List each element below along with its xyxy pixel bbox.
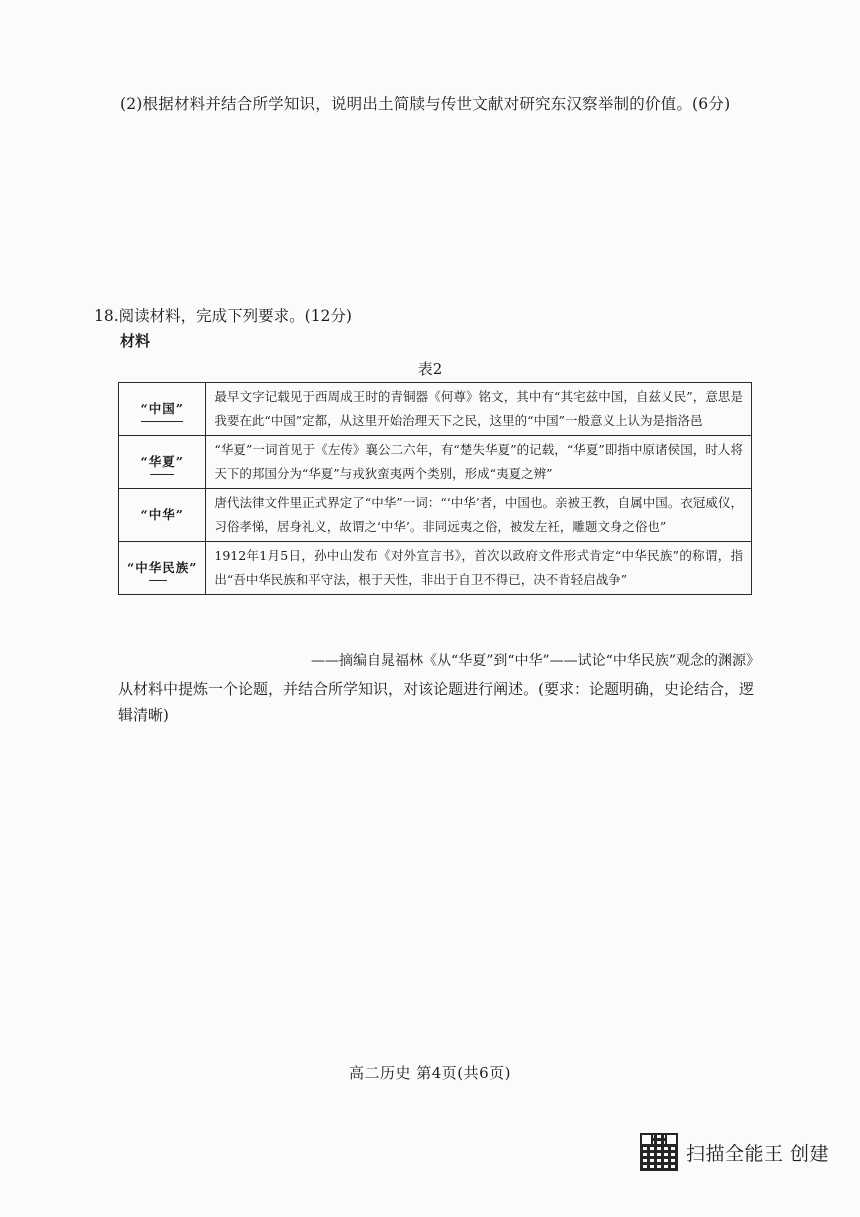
question-18-heading: 18.阅读材料，完成下列要求。(12分) xyxy=(94,307,352,325)
table-row xyxy=(119,489,752,542)
term-zhongguo: “中国” xyxy=(140,400,184,416)
desc-zhonghua-minzu: 1912年1月5日，孙中山发布《对外宣言书》，首次以政府文件形式肯定“中华民族”的称谓，指出“吾中华民族和平守法，根于天性，非出于自卫不得已，决不肯轻启战争” xyxy=(206,542,752,595)
underline-mark xyxy=(141,421,183,422)
desc-huaxia: “华夏”一词首见于《左传》襄公二六年，有“楚失华夏”的记载，“华夏”即指中原诸侯国，时人将天下的邦国分为“华夏”与戎狄蛮夷两个类别，形成“夷夏之辨” xyxy=(206,436,752,489)
underline-mark xyxy=(150,474,174,475)
question-2-text: (2)根据材料并结合所学知识，说明出土简牍与传世文献对研究东汉察举制的价值。(6分) xyxy=(120,95,731,113)
material-label: 材料 xyxy=(120,332,151,350)
question-18-instruction: 从材料中提炼一个论题，并结合所学知识，对该论题进行阐述。(要求：论题明确，史论结合，逻辑清晰) xyxy=(118,680,754,724)
material-table xyxy=(118,382,752,595)
table-title: 表2 xyxy=(417,360,443,378)
table-row xyxy=(119,542,752,595)
qr-code-icon xyxy=(640,1133,678,1171)
term-zhonghua-minzu: “中华民族” xyxy=(127,559,198,575)
table-row xyxy=(119,383,752,436)
desc-zhonghua: 唐代法律文件里正式界定了“中华”一词：“‘中华’者，中国也。亲被王教，自属中国。衣冠威仪，习俗孝悌，居身礼义，故谓之‘中华’。非同远夷之俗，被发左衽，雕题文身之俗也” xyxy=(206,489,752,542)
scanner-watermark xyxy=(640,1133,829,1171)
table-row xyxy=(119,436,752,489)
page-footer: 高二历史 第4页(共6页) xyxy=(348,1064,512,1082)
term-huaxia: “华夏” xyxy=(140,453,184,469)
underline-mark xyxy=(149,580,167,581)
term-zhonghua: “中华” xyxy=(119,489,206,542)
watermark-text: 扫描全能王 创建 xyxy=(686,1142,830,1165)
source-citation: ——摘编自晁福林《从“华夏”到“中华”——试论“中华民族”观念的渊源》 xyxy=(311,653,760,669)
desc-zhongguo: 最早文字记载见于西周成王时的青铜器《何尊》铭文，其中有“其宅兹中国，自兹乂民”，意思是我要在此“中国”定都，从这里开始治理天下之民，这里的“中国”一般意义上认为是指洛邑 xyxy=(206,383,752,436)
